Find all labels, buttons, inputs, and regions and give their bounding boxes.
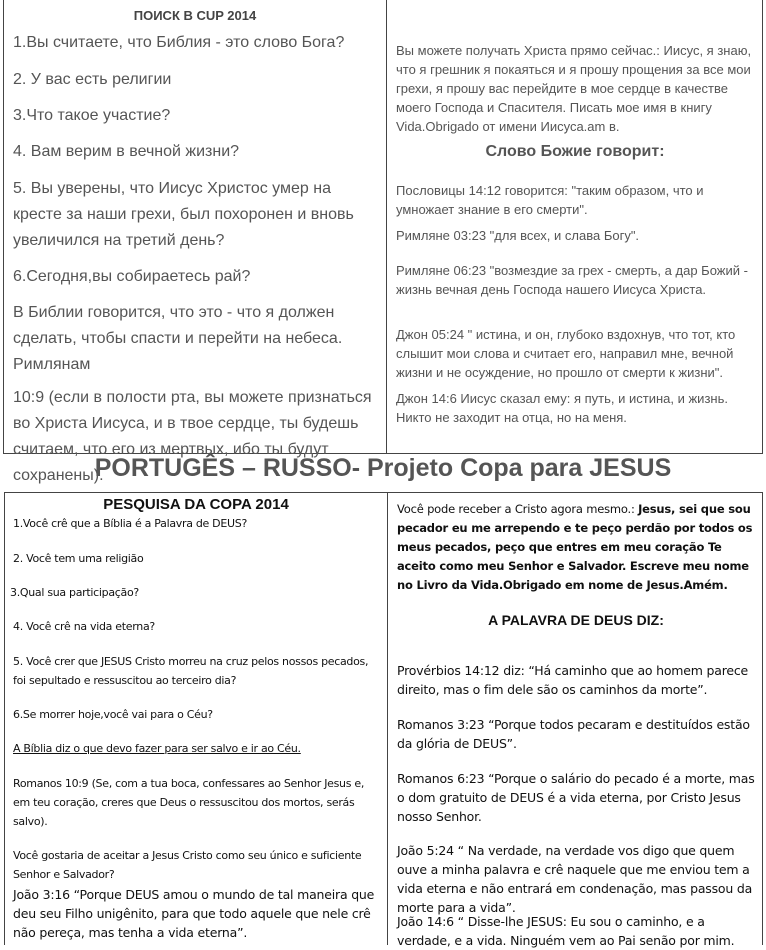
ru-verse: Джон 05:24 " истина, и он, глубоко вздохнув, что тот, кто слышит мои слова и считает его, направил мне, вечной жизни и не осуждение, но прошло от смерти к жизни". [396,327,736,380]
pt-survey-item: 2. Você tem uma religião [13,552,144,565]
pt-verses-heading: A PALAVRA DE DEUS DIZ: [488,612,664,628]
pt-prayer-body: Jesus, sei que sou pecador eu me arrependo e te peço perdão por todos os meus pecados, peço que entres em meu coração Te aceito como meu Senhor e Salvador. Escreve meu nome no Livro da Vida.Obrigado em nome de Jesus.Amém. [397,502,753,592]
ru-survey-item: 4. Вам верим в вечной жизни? [13,143,240,160]
pt-survey-item: 3.Qual sua participação? [10,586,139,599]
pt-verse: Romanos 6:23 “Porque o salário do pecado é a morte, mas o dom gratuito de DEUS é a vida eterna, por Cristo Jesus nosso Senhor. [397,771,755,824]
pt-survey-cell [5,493,387,945]
pt-survey-verse: João 3:16 “Porque DEUS amou o mundo de tal maneira que deu seu Filho unigênito, para que todo aquele que nele crê não pereça, mas tenha a vida eterna”. [13,887,375,940]
ru-prayer-text: Вы можете получать Христа прямо сейчас.: Иисус, я знаю, что я грешник я покаяться и я прошу прощения за все мои грехи, я прошу вас перейдите в мое сердце в качестве моего Господа и Спасителя. Писать мое имя в книгу Vida.Obrigado от имени Иисуса.am в. [396,43,752,134]
pt-prayer-text [397,500,759,595]
pt-verse: João 14:6 “ Disse-lhe JESUS: Eu sou o caminho, e a verdade, e a vida. Ninguém vem ao Pai senão por mim. [397,914,735,948]
pt-survey-item: 6.Se morrer hoje,você vai para o Céu? [13,708,213,721]
pt-survey-item: Você gostaria de aceitar a Jesus Cristo como seu único e suficiente Senhor e Salvador? [13,849,362,881]
portuguese-table [4,492,763,948]
ru-survey-item: 5. Вы уверены, что Иисус Христос умер на кресте за наши грехи, был похоронен и вновь увеличился на третий день? [13,180,354,249]
ru-verse: Джон 14:6 Иисус сказал ему: я путь, и истина, и жизнь. Никто не заходит на отца, но на меня. [396,391,728,425]
pt-survey-item: Romanos 10:9 (Se, com a tua boca, confessares ao Senhor Jesus e, em teu coração, creres que Deus o ressuscitou dos mortos, serás salvo). [13,777,365,828]
ru-verse: Пословицы 14:12 говорится: "таким образом, что и умножает знание в его смерти". [396,183,704,217]
pt-survey-item: 4. Você crê na vida eterna? [13,620,155,633]
pt-survey-item: 5. Você crer que JESUS Cristo morreu na cruz pelos nossos pecados, foi sepultado e ressuscitou ao terceiro dia? [13,655,369,687]
ru-verse: Римляне 06:23 "возмездие за грех - смерть, а дар Божий - жизнь вечная день Господа нашего Иисуса Христа. [396,263,748,297]
ru-survey-title: ПОИСК В CUP 2014 [133,8,257,23]
pt-verse: Romanos 3:23 “Porque todos pecaram e destituídos estão da glória de DEUS”. [397,717,750,751]
ru-survey-item: В Библии говорится, что это - что я должен сделать, чтобы спасти и перейти на небеса. Римлянам [13,304,343,373]
ru-survey-item: 10:9 (если в полости рта, вы можете признаться во Христа Иисуса, и в твое сердце, ты будешь считаем, что его из мертвых, ибо ты будут сохранены). [13,389,372,484]
pt-survey-item: 1.Você crê que a Bíblia é a Palavra de DEUS? [13,517,247,530]
banner-title: PORTUGÊS – RUSSO- Projeto Copa para JESUS [94,454,672,482]
pt-prayer-cell [388,493,764,948]
ru-survey-item: 3.Что такое участие? [13,107,171,124]
ru-survey-item: 2. У вас есть религии [13,71,172,88]
pt-prayer-intro: Você pode receber a Cristo agora mesmo.: [397,502,639,516]
pt-survey-title: PESQUISA DA COPA 2014 [103,496,289,513]
ru-verses-heading: Слово Божие говорит: [485,143,665,160]
pt-verse: João 5:24 “ Na verdade, na verdade vos digo que quem ouve a minha palavra e crê naquele que me enviou tem a vida eterna e não entrará em condenação, mas passou da morte para a vida”. [397,843,753,915]
pt-survey-link-text: A Bíblia diz o que devo fazer para ser salvo e ir ao Céu. [13,742,301,755]
ru-prayer-cell [387,0,763,453]
ru-survey-item: 6.Сегодня,вы собираетесь рай? [13,268,251,285]
pt-verse: Provérbios 14:12 diz: “Há caminho que ao homem parece direito, mas o fim dele são os caminhos da morte”. [397,663,749,697]
ru-verse: Римляне 03:23 "для всех, и слава Богу". [396,228,640,243]
ru-survey-item: 1.Вы считаете, что Библия - это слово Бога? [13,34,345,51]
